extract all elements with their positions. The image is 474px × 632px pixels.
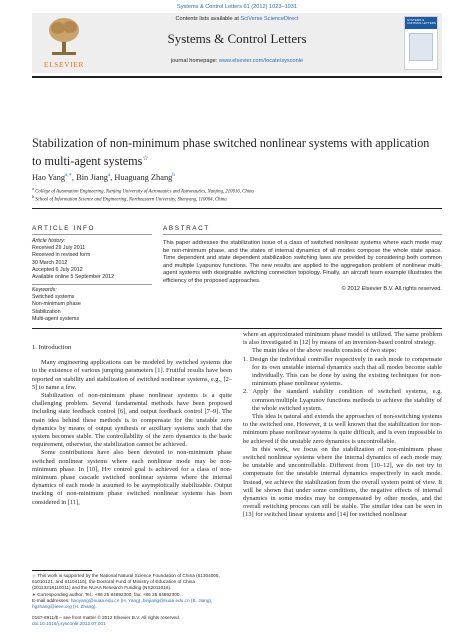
cover-title: SYSTEMS & CONTROL LETTERS <box>407 18 436 26</box>
homepage-link[interactable]: www.elsevier.com/locate/sysconle <box>218 58 304 64</box>
history-item: Received 29 July 2011 <box>32 245 86 252</box>
body-paragraph: Stabilization of non-minimum phase nonlinear systems is a quite challenging problem. Several fundamental methods have been proposed including state feedback control [6], and output feedback control [7–9]. The main idea behind these methods is to compensate for the unstable zero dynamics by means of output synthesis or auxiliary systems such that the system becomes stable. The controllability of the zero dynamics is the basic requirement, otherwise, the stabilization cannot be achieved. <box>32 392 232 449</box>
body-paragraph: where an approximated minimum phase model is utilized. The same problem is also investigated in [12] by means of an inversion-based control strategy. <box>243 331 442 347</box>
body-paragraph: This idea is natural and extends the approaches of non-switching systems to the switched one. However, it is well known that the stabilization for non-minimum phase nonlinear systems is quite difficult, and is even impossible to be achieved if the unstable zero dynamics is uncontrollable. <box>243 413 442 445</box>
keyword: Multi-agent systems <box>32 315 80 322</box>
body-paragraph: In this work, we focus on the stabilization of non-minimum phase switched nonlinear systems where the internal dynamics of each mode may be unstable and uncontrollable. Different from [10–12], we do not try to compensate for the unstable internal dynamics respectively in each mode. Instead, we achieve the stabilization from the overall system point of view. It will be shown that under some conditions, the negative effects of internal dynamics in some modes may be compensated by other modes, and the overall switching process can still be stable. The similar idea can be seen in [13] for switched linear systems and [14] for switched nonlinear <box>243 445 442 519</box>
journal-title: Systems & Control Letters <box>167 31 307 46</box>
journal-cover-image <box>404 16 438 70</box>
sciencedirect-link[interactable]: SciVerse ScienceDirect <box>240 16 299 22</box>
keywords-rule <box>32 284 152 285</box>
author-name[interactable]: Huaguang Zhang <box>114 172 173 182</box>
author-name[interactable]: Hao Yang <box>32 172 66 182</box>
article-title <box>32 136 437 169</box>
body-paragraph: The main idea of the above results consists of two steps: <box>252 347 397 355</box>
doi-link[interactable]: doi:10.1016/j.sysconle.2012.07.001 <box>32 621 106 627</box>
article-history <box>32 238 152 281</box>
journal-masthead <box>32 13 442 73</box>
article-title-text: Stabilization of non-minimum phase switched nonlinear systems with application to multi-agent systems <box>32 136 430 169</box>
body-paragraph: Some contributions have also been devoted to non-minimum phase switched nonlinear systems where each nonlinear mode may be non-minimum phase. In [10], H∞ control goal is achieved for a class of non-minimum phase cascade switched nonlinear systems where the internal dynamics of each mode is assumed to be asymptotically stabilizable. Output tracking of non-minimum phase switched nonlinear systems has been considered in [11], <box>32 449 232 506</box>
abstract-heading: ABSTRACT <box>163 225 210 232</box>
history-item: Received in revised form <box>32 252 91 259</box>
keyword: Non-minimum phase <box>32 301 81 308</box>
section-heading: 1. Introduction <box>32 344 72 351</box>
journal-citation[interactable]: Systems & Control Letters 61 (2012) 1023–1031 <box>176 4 298 10</box>
masthead-rule <box>32 76 442 78</box>
author-sup[interactable]: a,∗ <box>65 173 72 178</box>
abstract-bottom-rule <box>32 328 442 329</box>
author-name[interactable]: Bin Jiang <box>76 172 108 182</box>
body-paragraph: Many engineering applications can be modeled by switched systems due to the existence of various jumping parameters [1]. Fruitful results have been reported on stability and stabilization of switched nonlinear systems, e.g., [2–5] to name a few. <box>32 359 232 391</box>
author-separator: , <box>71 172 77 182</box>
keyword: Stabilization <box>32 308 61 315</box>
body-left-column <box>32 344 232 507</box>
email-links[interactable]: haoyang@nuaa.edu.cn (H. Yang), binjiang@nuaa.edu.cn (B. Jiang), hgzhang@ieee.org (H. Zhang). <box>32 597 213 610</box>
list-item: 1. Design the individual controller respectively in each mode to compensate for its own unstable internal dynamics such that all modes become stable individually. This can be done by using the existing techniques for non-minimum phase nonlinear systems. <box>243 355 442 388</box>
affil-text: School of Information Science and Engineering, Northeastern University, Shenyang, 110004, China <box>35 197 227 203</box>
history-item: Accepted 6 July 2012 <box>32 266 83 273</box>
keyword: Switched systems <box>32 294 75 301</box>
copyright-line: © 2012 Elsevier B.V. All rights reserved. <box>341 286 442 292</box>
cover-illustration <box>409 33 433 61</box>
affil-sup: a <box>32 186 34 191</box>
affiliation-b <box>32 194 227 203</box>
affiliation-rule <box>32 208 442 209</box>
body-right-column <box>243 331 442 520</box>
footnotes <box>32 573 232 610</box>
title-footnote-mark[interactable]: ☆ <box>142 154 149 162</box>
article-info-rule <box>32 234 152 235</box>
email-footnote <box>32 598 232 610</box>
homepage-prefix: journal homepage: <box>170 58 219 64</box>
homepage-line <box>32 58 442 64</box>
steps-list <box>243 356 442 413</box>
email-prefix: E-mail addresses: <box>32 597 71 603</box>
author-sup[interactable]: b <box>172 173 175 178</box>
contents-prefix: Contents lists available at <box>175 16 241 22</box>
article-info-heading: ARTICLE INFO <box>32 225 96 232</box>
issn-line: 0167-6911/$ – see front matter © 2012 Elsevier B.V. All rights reserved. <box>32 615 181 620</box>
list-item: 2. Apply the standard stability condition of switched systems, e.g. common/multiple Lyapunov functions methods to achieve the stability of the whole switched system. <box>243 388 442 412</box>
footnote-rule <box>32 570 92 571</box>
issn-and-doi <box>32 615 232 627</box>
funding-footnote: ☆ This work is supported by the National Natural Science Foundation of China (61304005, 61010121, and 61104116), the Doctoral Fund of Ministry of Education of China (20113218110011) and the NUAA Research Funding (NS2011016). <box>32 573 220 591</box>
corresponding-author-footnote: ∗ Corresponding author. Tel.: +86 25 84892300; fax: +86 25 84892300. <box>32 591 181 597</box>
author-sup[interactable]: a <box>107 173 111 178</box>
author-list <box>32 172 175 182</box>
affil-text: College of Automation Engineering, Nanjing University of Aeronautics and Astronautics, Nanjing, 210016, China <box>35 189 254 195</box>
history-item: Available online 5 September 2012 <box>32 274 115 281</box>
history-label: Article history: <box>32 238 66 244</box>
abstract-text: This paper addresses the stabilization issue of a class of switched nonlinear systems where each mode may be non-minimum phase, and the states of internal dynamics of all modes compose the whole state space. Time dependent and state dependent stabilization switching laws are provided by considering both common and multiple Lyapunov functions. The new results are applied to the aggregation problem of nonlinear multi-agent systems with designable switching connection topology. Finally, an aircraft team example illustrates the efficiency of the proposed approaches. <box>163 240 442 284</box>
publisher-name: ELSEVIER <box>43 60 85 69</box>
keywords <box>32 287 152 323</box>
affil-sup: b <box>32 194 34 199</box>
contents-line <box>32 16 442 22</box>
keywords-label: Keywords: <box>32 287 57 293</box>
history-item: 30 March 2012 <box>32 259 68 266</box>
abstract-rule <box>163 234 442 235</box>
author-separator: , <box>110 172 115 182</box>
